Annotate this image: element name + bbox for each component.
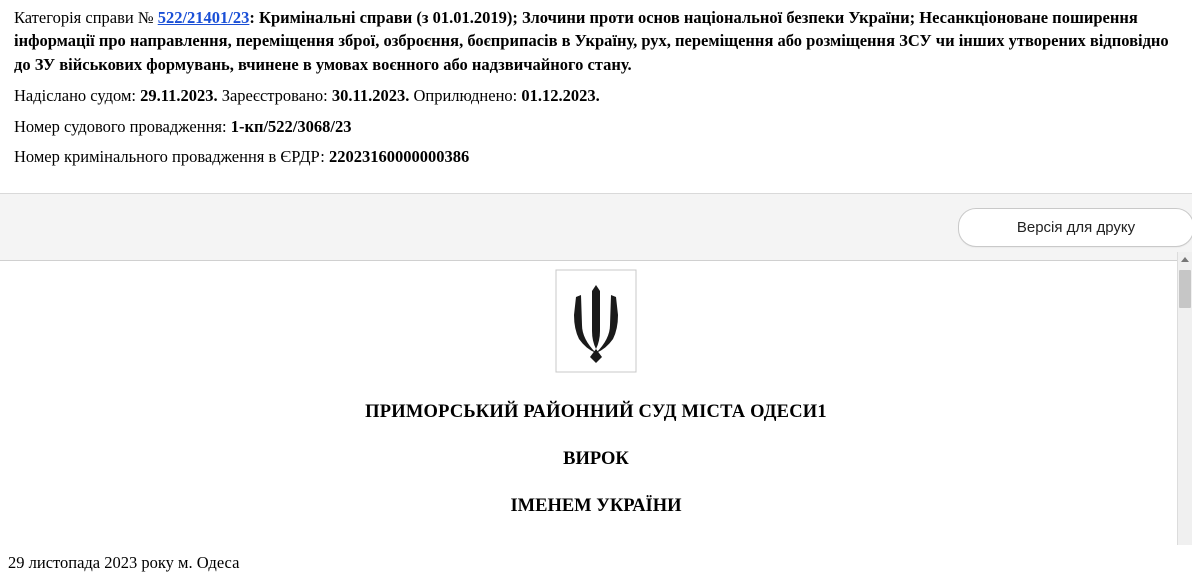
registered-value: 30.11.2023. [331, 86, 410, 106]
vertical-scrollbar[interactable] [1177, 252, 1192, 545]
erdr-label: Номер кримінального провадження в ЄРДР: [14, 147, 329, 167]
sent-value: 29.11.2023. [140, 86, 218, 106]
document-body [0, 261, 1192, 572]
emblem-container [0, 261, 1192, 378]
published-label: Оприлюднено: [409, 86, 522, 106]
document-type-heading: ВИРОК [563, 448, 629, 469]
published-value: 01.12.2023. [521, 86, 600, 106]
ukraine-coat-of-arms-icon [555, 269, 637, 373]
case-dates-line [14, 84, 1178, 107]
in-name-of-ukraine-heading: ІМЕНЕМ УКРАЇНИ [510, 495, 682, 516]
scroll-up-arrow-icon[interactable] [1178, 252, 1192, 266]
court-name: ПРИМОРСЬКИЙ РАЙОННИЙ СУД МІСТА ОДЕСИ1 [365, 401, 827, 422]
case-metadata-block [0, 0, 1192, 179]
erdr-proceeding-line [14, 145, 1178, 168]
case-category-line [14, 6, 1178, 76]
scrollbar-thumb[interactable] [1179, 270, 1191, 308]
case-number-link[interactable]: 522/21401/23 [157, 8, 250, 27]
print-version-button[interactable]: Версія для друку [958, 208, 1192, 247]
court-proceeding-line [14, 115, 1178, 138]
court-proceeding-value: 1-кп/522/3068/23 [230, 116, 352, 136]
document-toolbar [0, 194, 1192, 261]
case-category-text: : Кримінальні справи (з 01.01.2019); Злочини проти основ національної безпеки України; Несанкціоноване поширення інформації про направлення, переміщення зброї, озброєння, боєприпасів в Україну, рух, переміщення або розміщення ЗСУ чи інших утворених відповідно до ЗУ військових формувань, вчинене в умовах воєнного або надзвичайного стану. [14, 8, 1169, 74]
court-proceeding-label: Номер судового провадження: [14, 116, 231, 136]
case-category-label: Категорія справи № [14, 8, 158, 27]
date-and-place: 29 листопада 2023 року м. Одеса [8, 552, 240, 572]
erdr-value: 22023160000000386 [328, 147, 470, 167]
sent-label: Надіслано судом: [14, 86, 141, 106]
registered-label: Зареєстровано: [217, 86, 332, 106]
